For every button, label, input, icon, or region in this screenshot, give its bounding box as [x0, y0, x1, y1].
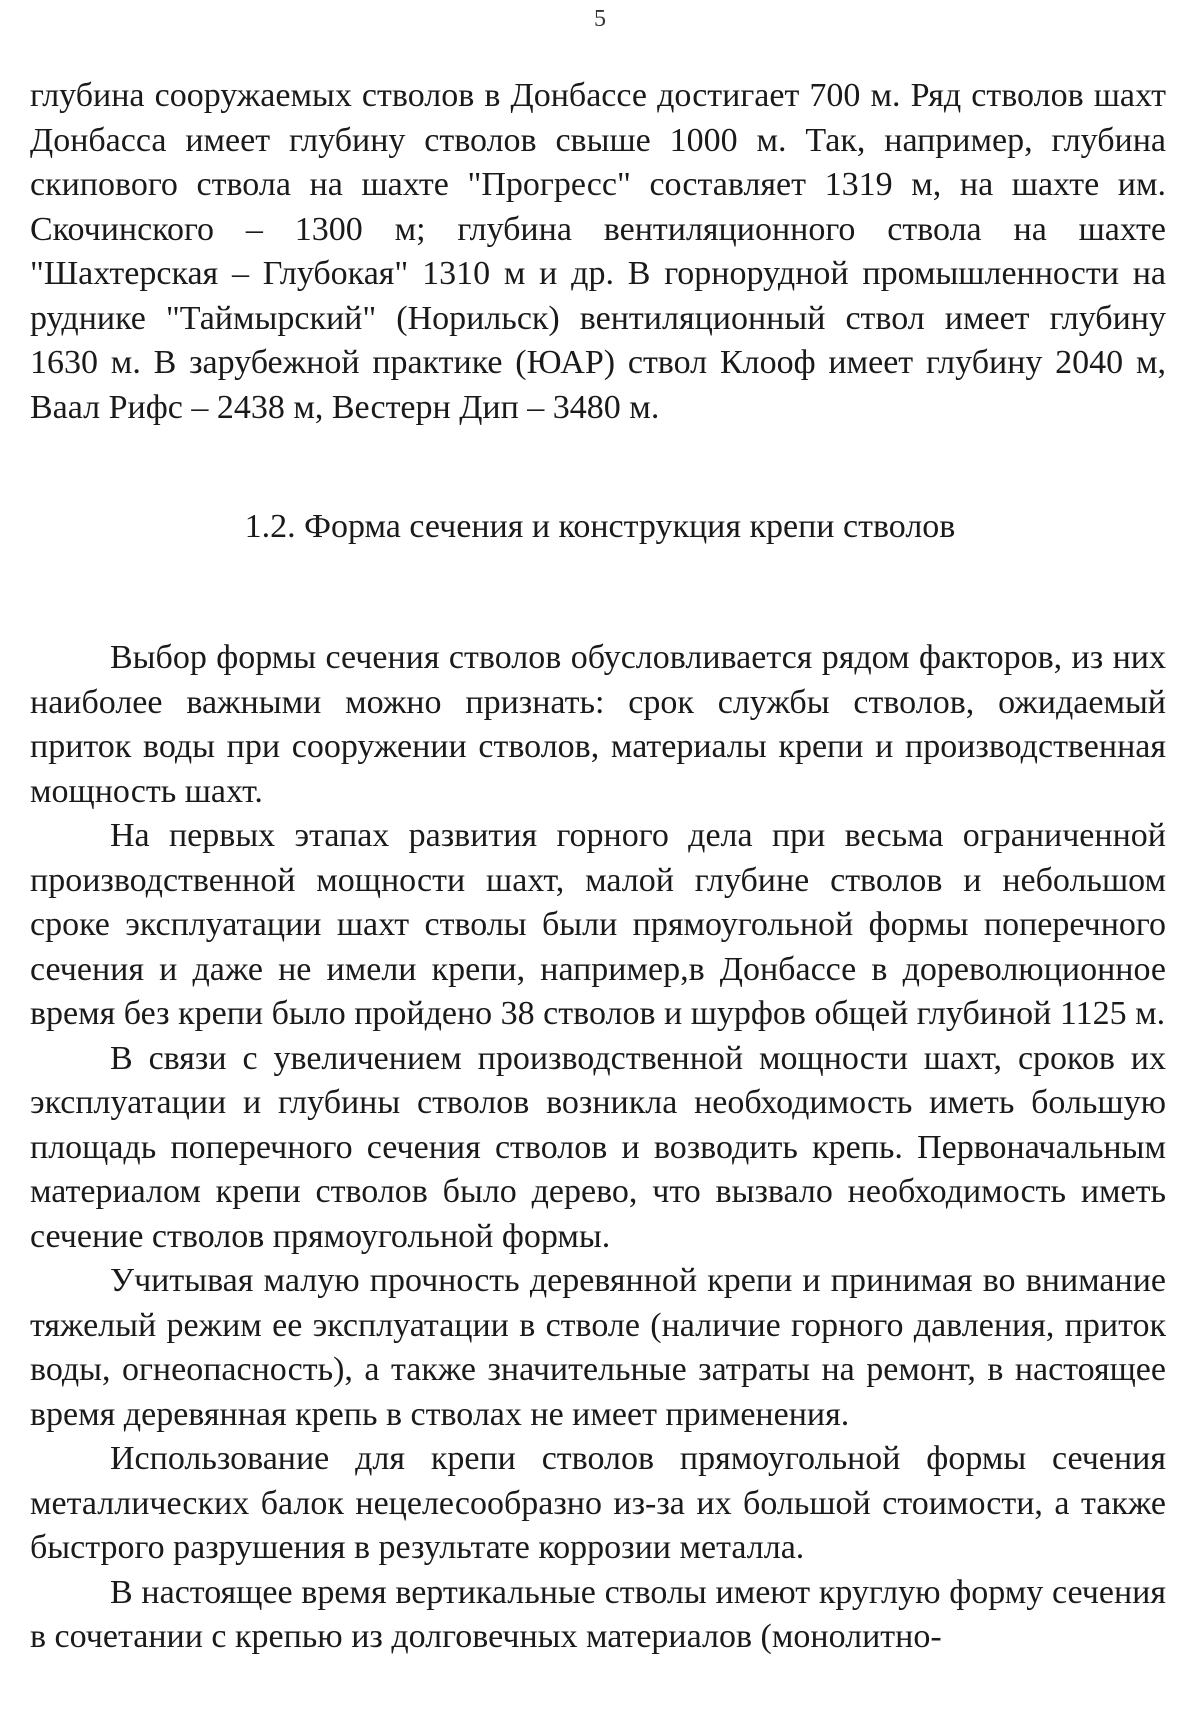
section-body	[30, 636, 1166, 1660]
section-heading: 1.2. Форма сечения и конструкция крепи стволов	[244, 508, 956, 545]
paragraph: В настоящее время вертикальные стволы имеют круглую форму сечения в сочетании с крепью из долговечных материалов (монолитно-	[30, 1573, 1166, 1655]
paragraph: Выбор формы сечения стволов обусловливается рядом факторов, из них наиболее важными можно признать: срок службы стволов, ожидаемый приток воды при сооружении стволов, материалы крепи и производственная мощность шахт.	[30, 639, 1166, 810]
intro-text-block	[30, 74, 1166, 430]
intro-paragraph: глубина сооружаемых стволов в Донбассе достигает 700 м. Ряд стволов шахт Донбасса имеет глубину стволов свыше 1000 м. Так, например, глубина скипового ствола на шахте "Прогресс" составляет 1319 м, на шахте им. Скочинского – 1300 м; глубина вентиляционного ствола на шахте "Шахтерская – Глубокая" 1310 м и др. В горнорудной промышленности на руднике "Таймырский" (Норильск) вентиляционный ствол имеет глубину 1630 м. В зарубежной практике (ЮАР) ствол Клооф имеет глубину 2040 м, Ваал Рифс – 2438 м, Вестерн Дип – 3480 м.	[30, 77, 1166, 426]
page-number: 5	[594, 6, 606, 32]
paragraph: В связи с увеличением производственной мощности шахт, сроков их эксплуатации и глубины стволов возникла необходимость иметь большую площадь поперечного сечения стволов и возводить крепь. Первоначальным материалом крепи стволов было дерево, что вызвало необходимость иметь сечение стволов прямоугольной формы.	[30, 1039, 1166, 1255]
paragraph: Использование для крепи стволов прямоугольной формы сечения металлических балок нецелесообразно из-за их большой стоимости, а также быстрого разрушения в результате коррозии металла.	[30, 1440, 1166, 1566]
paragraph: На первых этапах развития горного дела при весьма ограниченной производственной мощности шахт, малой глубине стволов и небольшом сроке эксплуатации шахт стволы были прямоугольной формы поперечного сечения и даже не имели крепи, например,в Донбассе в дореволюционное время без крепи было пройдено 38 стволов и шурфов общей глубиной 1125 м.	[30, 817, 1166, 1032]
paragraph: Учитывая малую прочность деревянной крепи и принимая во внимание тяжелый режим ее эксплуатации в стволе (наличие горного давления, приток воды, огнеопасность), а также значительные затраты на ремонт, в настоящее время деревянная крепь в стволах не имеет применения.	[30, 1262, 1166, 1433]
